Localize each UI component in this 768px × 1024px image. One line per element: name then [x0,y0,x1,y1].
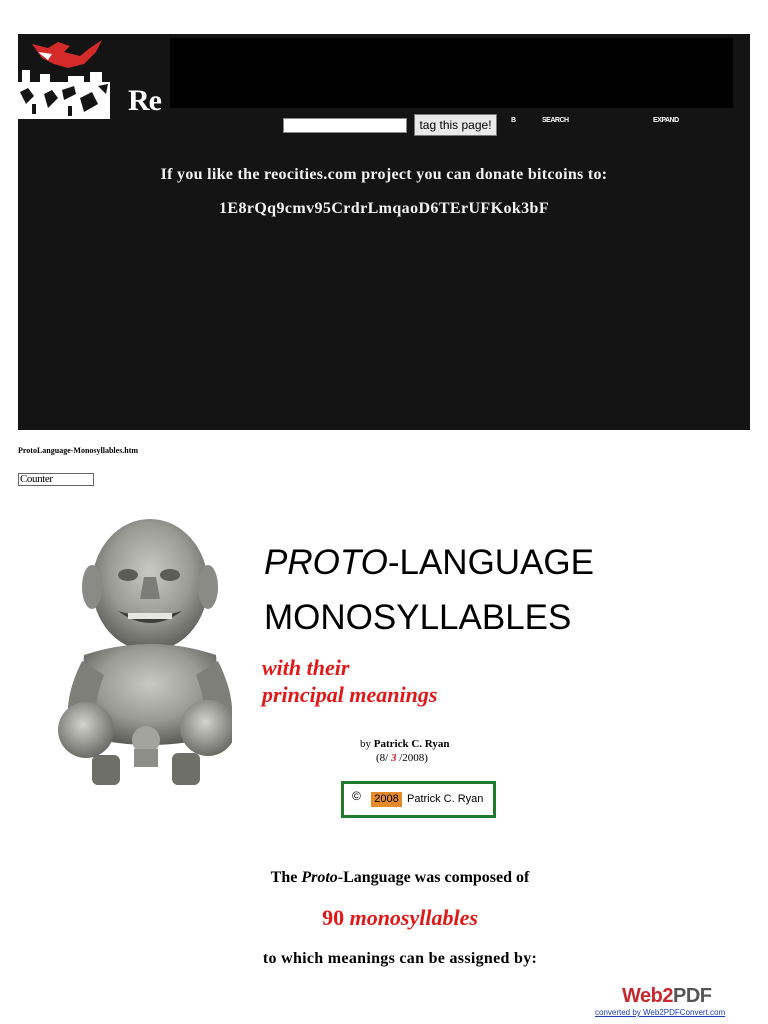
page-subtitle [262,654,437,708]
aztec-statue-image [52,515,232,790]
counter-widget[interactable]: Counter [18,473,94,486]
p1-lead: The [270,869,298,886]
tag-page-button[interactable]: tag this page! [414,114,497,136]
donate-message: If you like the reocities.com project you can donate bitcoins to: [160,166,608,183]
author-byline [360,738,449,750]
pdf-text: PDF [672,985,712,1007]
copyright-year: 2008 [371,792,402,807]
bird-logo-icon [18,34,110,119]
bitcoin-address: 1E8rQq9cmv95CrdrLmqaoD6TErUFKok3bF [218,200,550,217]
logo-wordmark: Re [128,84,161,117]
p2-number: 90 [322,905,345,930]
web2pdf-link[interactable]: converted by Web2PDFConvert.com [595,1008,726,1017]
author-date [376,752,428,764]
expand-button[interactable]: EXPAND [653,117,679,124]
subtitle-line1: with their [262,655,350,680]
date-suffix: /2008) [399,752,428,764]
ad-banner[interactable] [170,38,733,108]
page-filename: ProtoLanguage-Monosyllables.htm [18,446,139,455]
title-language: -LANGUAGE [387,543,594,582]
copyright-icon: © [352,789,361,803]
assignment-paragraph: to which meanings can be assigned by: [262,950,538,967]
page-title-line1 [264,543,594,583]
copyright-name: Patrick C. Ryan [407,793,484,805]
intro-paragraph [0,869,768,887]
title-proto: PROTO [264,543,388,582]
date-day: 3 [390,752,397,764]
page-title-line2: MONOSYLLABLES [264,598,572,637]
search-button[interactable]: SEARCH [542,117,569,124]
p1-rest: -Language was composed of [337,869,530,886]
mini-button-b[interactable]: B [511,117,516,124]
subtitle-line2: principal meanings [262,682,438,707]
author-name: Patrick C. Ryan [373,738,450,750]
p2-monosyllables: monosyllables [349,905,478,930]
web2pdf-logo[interactable] [622,985,711,1008]
monosyllable-count [0,905,768,931]
tag-input[interactable] [283,118,407,133]
reocities-banner [18,34,750,430]
byline-by: by [360,738,371,750]
date-prefix: (8/ [376,752,389,764]
web2-text: Web2 [622,985,673,1007]
reocities-logo[interactable] [18,34,110,119]
copyright-badge [341,781,496,818]
p1-proto: Proto [301,869,338,886]
